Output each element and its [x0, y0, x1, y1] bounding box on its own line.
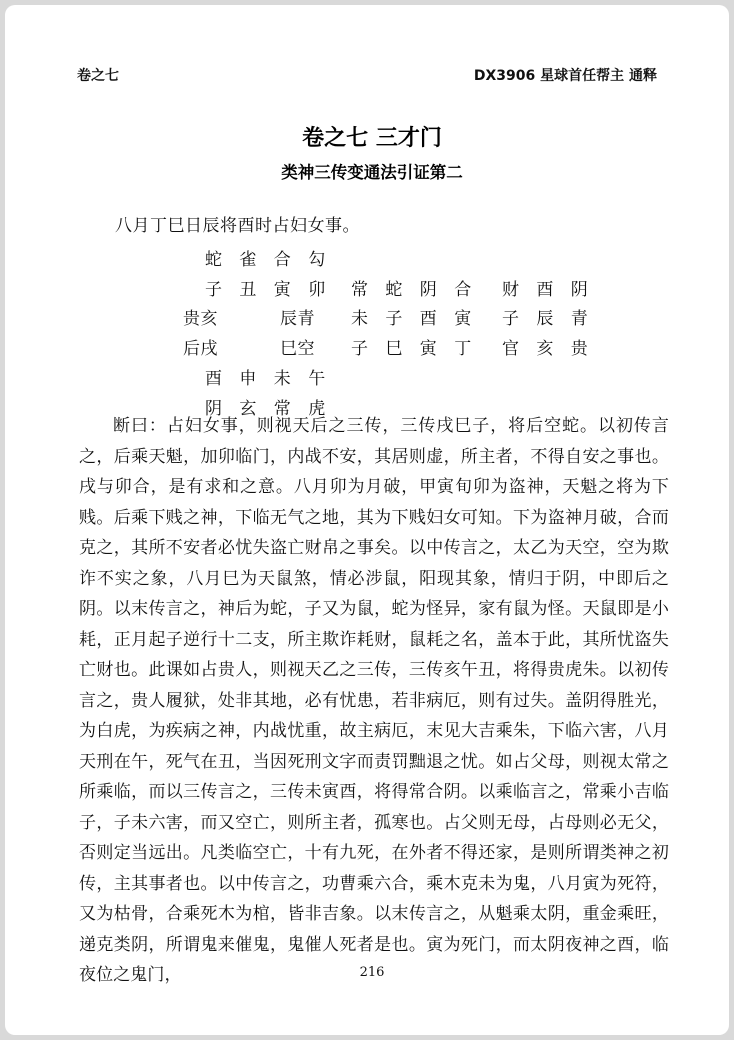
document-page [5, 5, 729, 1035]
chart-row2-left: 后戌 [183, 339, 218, 359]
transmission-final: 官 亥 贵 [502, 339, 594, 359]
chart-top-generals: 蛇 雀 合 勾 [205, 250, 332, 270]
chart-row1-mid: 辰青 [280, 309, 315, 329]
chart-row2-mid: 巳空 [280, 339, 315, 359]
chart-row1-left: 贵亥 [183, 309, 218, 329]
lessons-upper: 未 子 酉 寅 [351, 309, 478, 329]
transmission-middle: 子 辰 青 [502, 309, 594, 329]
chart-bottom-branches: 酉 申 未 午 [205, 369, 332, 389]
running-header-left: 卷之七 [77, 68, 119, 84]
transmission-initial: 财 酉 阴 [502, 280, 594, 300]
lessons-lower: 子 巳 寅 丁 [351, 339, 478, 359]
chart-top-branches: 子 丑 寅 卯 [205, 280, 332, 300]
section-subtitle: 类神三传变通法引证第二 [281, 163, 463, 182]
chapter-title: 卷之七 三才门 [302, 126, 442, 151]
running-header-right: DX3906 星球首任帮主 通释 [473, 68, 657, 84]
commentary-paragraph: 断曰：占妇女事，则视天后之三传，三传戌巳子，将后空蛇。以初传言之，后乘天魁，加卯临门，内战不安，其居则虚，所主者，不得自安之事也。戌与卯合，是有求和之意。八月卯为月破，甲寅旬卯为盗神，天魁之将为下贱。后乘下贱之神，下临无气之地，其为下贱妇女可知。下为盗神月破，合而克之，其所不安者必忧失盗亡财帛之事矣。以中传言之，太乙为天空，空为欺诈不实之象，八月巳为天鼠煞，情必涉鼠，阳现其象，情归于阴，中即后之阴。以末传言之，神后为蛇，子又为鼠，蛇为怪异，家有鼠为怪。天鼠即是小耗，正月起子逆行十二支，所主欺诈耗财，鼠耗之名，盖本于此，其所忧盗失亡财也。此课如占贵人，则视天乙之三传，三传亥午丑，将得贵虎朱。以初传言之，贵人履狱，处非其地，必有忧患，若非病厄，则有过失。盖阴得胜光，为白虎，为疾病之神，内战忧重，故主病厄，末见大吉乘朱，下临六害，八月天刑在午，死气在丑，当因死刑文字而责罚黜退之忧。如占父母，则视太常之所乘临，而以三传言之，三传未寅酉，将得常合阴。以乘临言之，常乘小吉临子，子未六害，而又空亡，则所主者，孤寒也。占父则无母，占母则必无父，否则定当远出。凡类临空亡，十有九死，在外者不得还家，是则所谓类神之初传，主其事者也。以中传言之，功曹乘六合，乘木克未为鬼，八月寅为死符，又为枯骨，合乘死木为棺，皆非吉象。以末传言之，从魁乘太阴，重金乘旺，递克类阴，所谓鬼来催鬼，鬼催人死者是也。寅为死门，而太阴夜神之酉，临夜位之鬼门， [79, 416, 669, 985]
page-number: 216 [359, 965, 385, 980]
lessons-generals: 常 蛇 阴 合 [351, 280, 478, 300]
case-intro: 八月丁巳日辰将酉时占妇女事。 [115, 216, 360, 236]
chart-bottom-generals: 阴 玄 常 虎 [205, 399, 332, 419]
